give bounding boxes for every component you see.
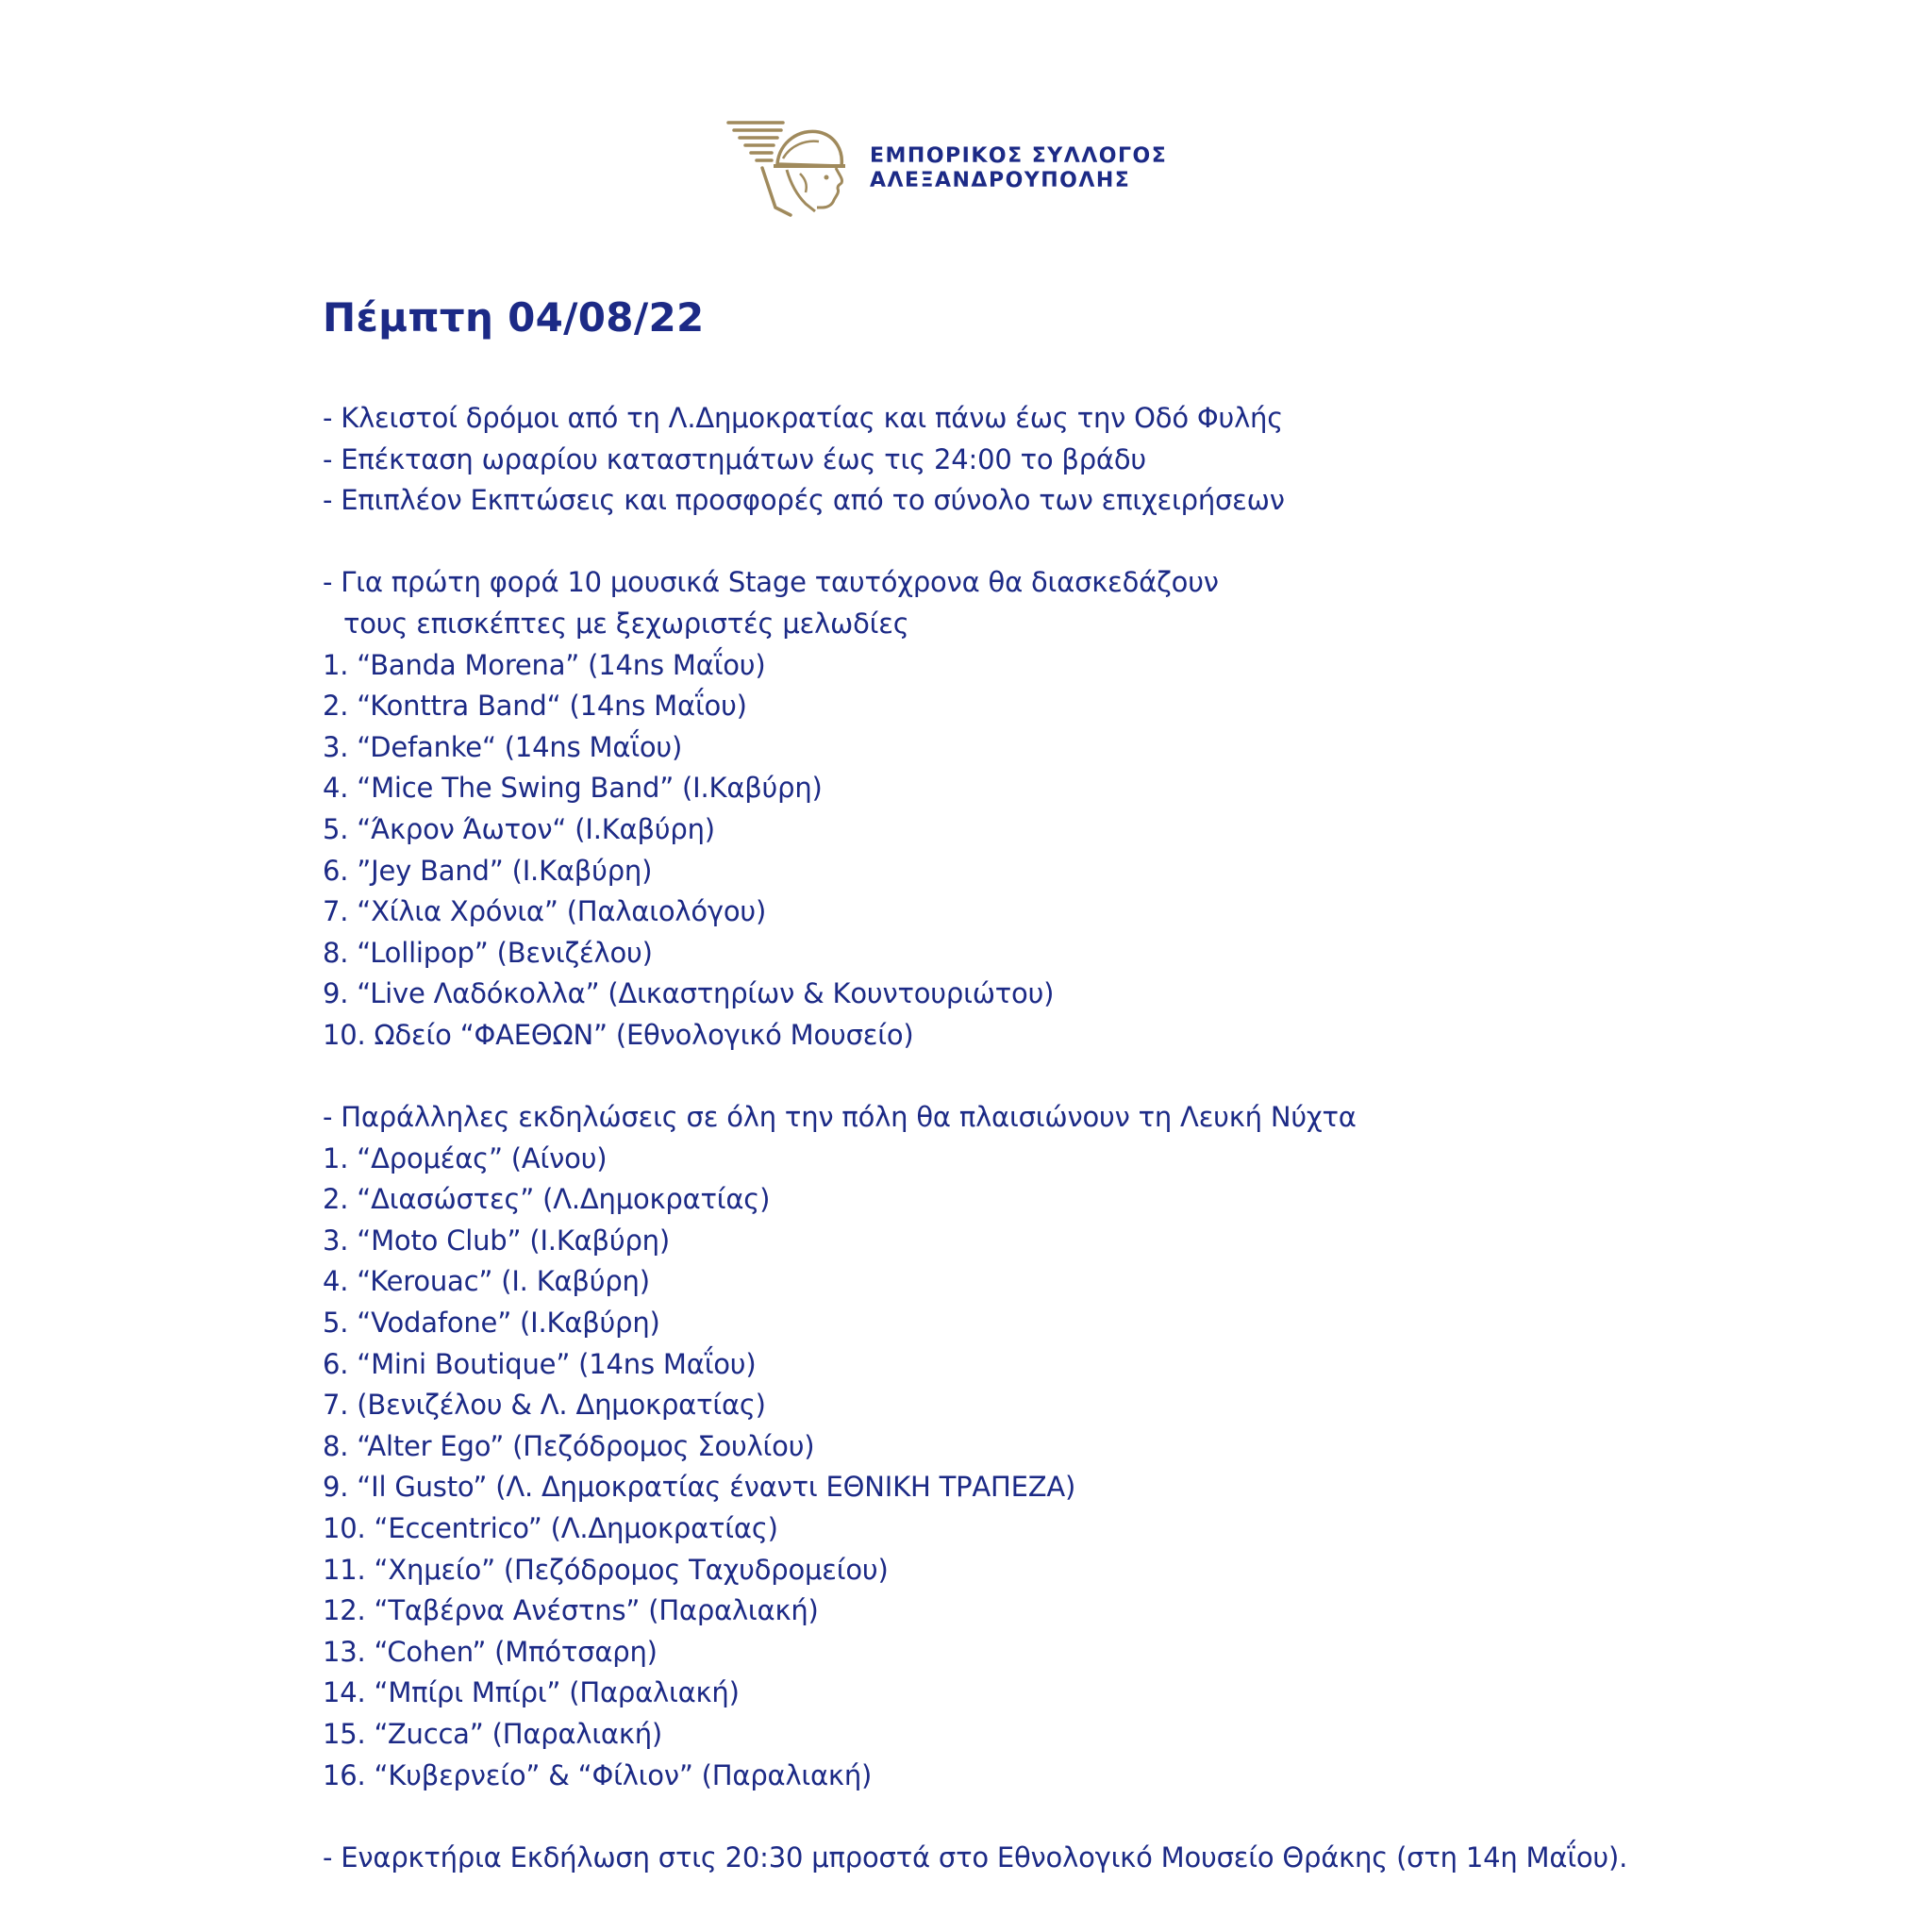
stages-heading-continued: τους επισκέπτες με ξεχωριστές μελωδίες (343, 607, 909, 640)
hermes-helmet-icon (724, 117, 866, 221)
stage-item: 3. “Defanke“ (14ns Μαΐου) (323, 730, 683, 763)
opening-event-note: - Εναρκτήρια Εκδήλωση στις 20:30 μπροστά στο Εθνολογικό Μουσείο Θράκης (στη 14η Μαΐου). (323, 1840, 1628, 1874)
parallel-item: 3. “Moto Club” (Ι.Καβύρη) (323, 1224, 670, 1257)
parallel-item: 10. “Eccentrico” (Λ.Δημοκρατίας) (323, 1512, 778, 1545)
intro-list (323, 398, 1851, 522)
intro-item: - Επέκταση ωραρίου καταστημάτων έως τις 24:00 το βράδυ (323, 442, 1146, 475)
stages-heading: - Για πρώτη φορά 10 μουσικά Stage ταυτόχρονα θα διασκεδάζουν (323, 566, 1219, 599)
stage-item: 8. “Lollipop” (Βενιζέλου) (323, 936, 653, 969)
parallel-item: 13. “Cohen” (Μπότσαρη) (323, 1635, 658, 1668)
parallel-heading: - Παράλληλες εκδηλώσεις σε όλη την πόλη θα πλαισιώνουν τη Λευκή Νύχτα (323, 1101, 1357, 1134)
parallel-item: 2. “Διασώστες” (Λ.Δημοκρατίας) (323, 1183, 771, 1216)
parallel-item: 16. “Κυβερνείο” & “Φίλιον” (Παραλιακή) (323, 1758, 873, 1791)
stage-item: 4. “Mice The Swing Band” (Ι.Καβύρη) (323, 772, 823, 805)
stage-item: 2. “Konttra Band“ (14ns Μαΐου) (323, 690, 747, 723)
parallel-events-section (323, 1097, 1851, 1796)
parallel-item: 1. “Δρομέας” (Αίνου) (323, 1141, 608, 1174)
parallel-item: 8. “Alter Ego” (Πεζόδρομος Σουλίου) (323, 1429, 815, 1462)
document-body (323, 283, 1851, 1878)
stages-section (323, 562, 1851, 1056)
intro-item: - Κλειστοί δρόμοι από τη Λ.Δημοκρατίας και πάνω έως την Οδό Φυλής (323, 402, 1284, 434)
logo-line-1: ΕΜΠΟΡΙΚΟΣ ΣΥΛΛΟΓΟΣ (870, 144, 1168, 168)
stage-item: 6. ”Jey Band” (Ι.Καβύρη) (323, 854, 653, 887)
parallel-item: 12. “Ταβέρνα Ανέστns” (Παραλιακή) (323, 1594, 819, 1627)
logo-line-2: ΑΛΕΞΑΝΔΡΟΥΠΟΛΗΣ (870, 169, 1131, 192)
page-title: Πέμπτη 04/08/22 (323, 294, 705, 341)
organization-logo (724, 117, 1168, 221)
parallel-item: 7. (Βενιζέλου & Λ. Δημοκρατίας) (323, 1389, 766, 1422)
parallel-item: 15. “Zucca” (Παραλιακή) (323, 1718, 663, 1750)
intro-item: - Επιπλέον Εκπτώσεις και προσφορές από το σύνολο των επιχειρήσεων (323, 484, 1285, 517)
stage-item: 9. “Live Λαδόκολλα” (Δικαστηρίων & Κουντουριώτου) (323, 977, 1055, 1010)
parallel-item: 5. “Vodafone” (Ι.Καβύρη) (323, 1307, 660, 1340)
stage-item: 10. Ωδείο “ΦΑΕΘΩΝ” (Εθνολογικό Μουσείο) (323, 1018, 914, 1051)
parallel-item: 14. “Μπίρι Μπίρι” (Παραλιακή) (323, 1676, 740, 1709)
parallel-item: 11. “Χημείο” (Πεζόδρομος Ταχυδρομείου) (323, 1553, 889, 1586)
parallel-item: 9. “Il Gusto” (Λ. Δημοκρατίας έναντι ΕΘΝΙΚΗ ΤΡΑΠΕΖΑ) (323, 1471, 1076, 1504)
parallel-item: 4. “Kerouac” (Ι. Καβύρη) (323, 1265, 650, 1298)
stage-item: 5. “Άκρον Άωτον“ (Ι.Καβύρη) (323, 812, 715, 845)
parallel-item: 6. “Mini Boutique” (14ns Μαΐου) (323, 1347, 757, 1380)
stage-item: 1. “Banda Morena” (14ns Μαΐου) (323, 648, 766, 681)
stage-item: 7. “Χίλια Χρόνια” (Παλαιολόγου) (323, 895, 767, 928)
